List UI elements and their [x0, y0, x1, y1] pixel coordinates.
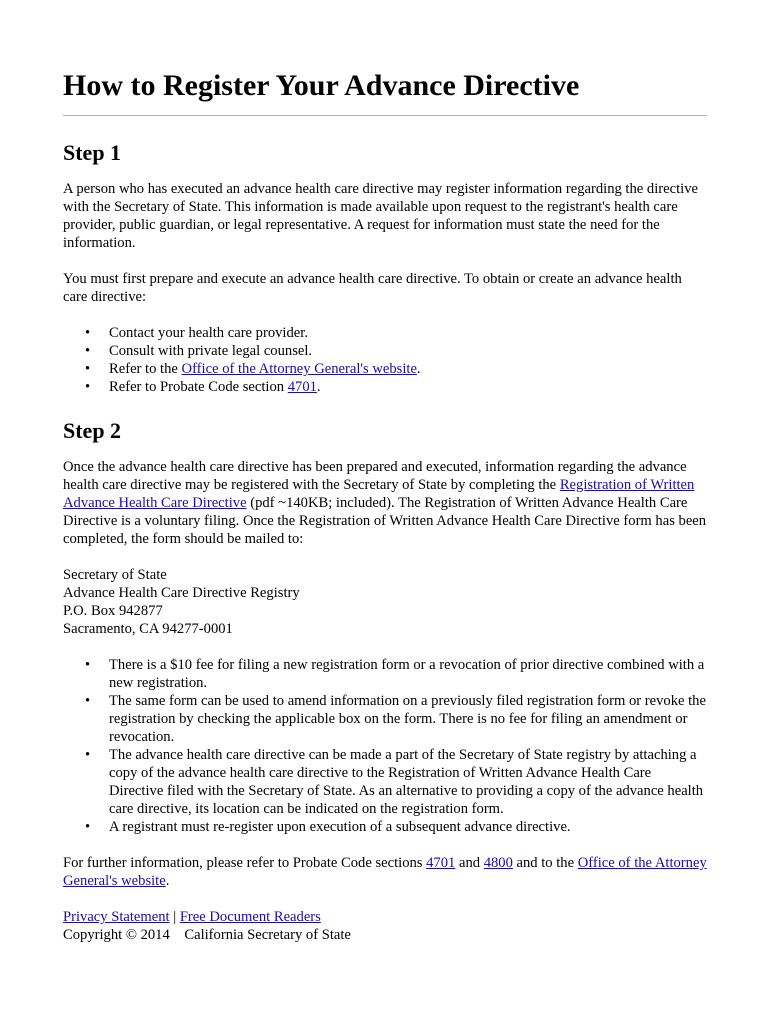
probate-code-4701-link[interactable]: 4701 [426, 855, 456, 871]
list-item: • Refer to Probate Code section 4701. [109, 378, 707, 396]
attorney-general-website-link[interactable]: Office of the Attorney General's website [63, 855, 707, 889]
step1-heading: Step 1 [63, 140, 122, 165]
address-line: P.O. Box 942877 [63, 603, 163, 619]
copyright: Copyright © 2014 California Secretary of State [63, 927, 351, 943]
step2-paragraph-1: Once the advance health care directive has been prepared and executed, information regarding the advance health care directive may be registered with the Secretary of State by completing the Registration of Written Advance Health Care Directive (pdf ~140KB; included). The Registration of Written Advance Health Care Directive is a voluntary filing. Once the Registration of Written Advance Health Care Directive form has been completed, the form should be mailed to: [63, 459, 707, 547]
footer-links: Privacy Statement | Free Document Readers [63, 909, 321, 925]
list-item: • Contact your health care provider. [109, 324, 707, 342]
list-item: • Consult with private legal counsel. [109, 342, 707, 360]
footer [63, 908, 707, 944]
address-line: Sacramento, CA 94277-0001 [63, 621, 233, 637]
address-line: Advance Health Care Directive Registry [63, 585, 300, 601]
step2-bullet-list [63, 656, 707, 836]
title-divider [63, 115, 707, 116]
step1-bullet-list [63, 324, 707, 396]
free-document-readers-link[interactable]: Free Document Readers [179, 909, 321, 925]
probate-code-4800-link[interactable]: 4800 [483, 855, 513, 871]
list-item: • Refer to the Office of the Attorney General's website. [109, 360, 707, 378]
step1-paragraph-1: A person who has executed an advance health care directive may register information regarding the directive with the Secretary of State. This information is made available upon request to the registrant's health care provider, public guardian, or legal representative. A request for information must state the need for the information. [63, 181, 698, 251]
privacy-statement-link[interactable]: Privacy Statement [63, 909, 170, 925]
step1-paragraph-2: You must first prepare and execute an advance health care directive. To obtain or create an advance health care directive: [63, 271, 682, 305]
mailing-address [63, 566, 707, 638]
list-item: • The advance health care directive can be made a part of the Secretary of State registry by attaching a copy of the advance health care directive to the Registration of Written Advance Health Care Directive filed with the Secretary of State. As an alternative to providing a copy of the advance health care directive, its location can be indicated on the registration form. [109, 746, 707, 818]
page-title: How to Register Your Advance Directive [63, 69, 580, 102]
list-item: • There is a $10 fee for filing a new registration form or a revocation of prior directive combined with a new registration. [109, 656, 707, 692]
probate-code-4701-link[interactable]: 4701 [287, 379, 317, 395]
attorney-general-website-link[interactable]: Office of the Attorney General's website [181, 361, 417, 377]
address-line: Secretary of State [63, 567, 167, 583]
further-information: For further information, please refer to Probate Code sections 4701 and 4800 and to the Office of the Attorney General's website. [63, 855, 707, 889]
step2-heading: Step 2 [63, 418, 122, 443]
registration-form-link[interactable]: Registration of Written Advance Health Care Directive [63, 477, 695, 511]
list-item: • A registrant must re-register upon execution of a subsequent advance directive. [109, 818, 707, 836]
list-item: • The same form can be used to amend information on a previously filed registration form or revoke the registration by checking the applicable box on the form. There is no fee for filing an amendment or revocation. [109, 692, 707, 746]
